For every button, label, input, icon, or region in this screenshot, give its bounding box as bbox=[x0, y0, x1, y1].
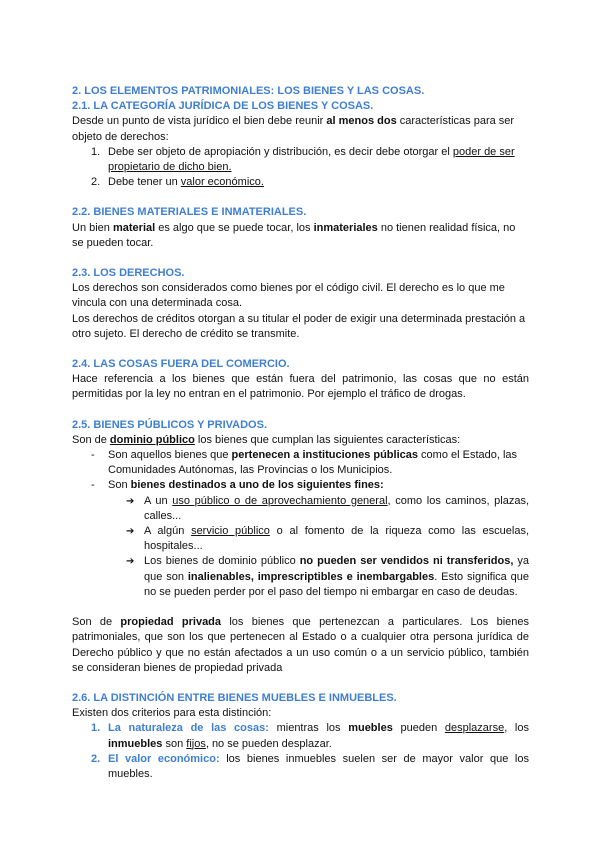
list-item: - Son aquellos bienes que pertenecen a instituciones públicas como el Estado, las Comunidades Autónomas, las Provincias o los Municipios. bbox=[91, 449, 518, 477]
arrow-icon: ➔ bbox=[126, 556, 135, 568]
list-item: 2. El valor económico: los bienes inmuebles suelen ser de mayor valor que los muebles. bbox=[91, 752, 529, 780]
section-2-6-intro: Existen dos criterios para esta distinción: bbox=[72, 707, 272, 720]
section-2-2-text: Un bien material es algo que se puede tocar, los inmateriales no tienen realidad física, no se pueden tocar. bbox=[72, 221, 516, 249]
section-2-3-p2: Los derechos de créditos otorgan a su titular el poder de exigir una determinada prestación a otro sujeto. El derecho de crédito se transmite. bbox=[72, 312, 526, 340]
section-2-1-list bbox=[72, 145, 529, 191]
list-item: 1. La naturaleza de las cosas: mientras los muebles pueden desplazarse, los inmuebles son fijos, no se pueden desplazar. bbox=[91, 722, 529, 750]
arrow-icon: ➔ bbox=[126, 495, 135, 507]
section-2-3-title: 2.3. LOS DERECHOS. bbox=[72, 267, 185, 280]
list-item: - Son bienes destinados a uno de los siguientes fines: bbox=[91, 479, 384, 492]
section-2-2-title: 2.2. BIENES MATERIALES E INMATERIALES. bbox=[72, 206, 307, 219]
section-2-4-title: 2.4. LAS COSAS FUERA DEL COMERCIO. bbox=[72, 358, 290, 371]
section-2-4-p1: Hace referencia a los bienes que están fuera del patrimonio, las cosas que no están permitidas por la ley no entran en el patrimonio. Por ejemplo el tráfico de drogas. bbox=[72, 373, 529, 401]
section-2-5-title: 2.5. BIENES PÚBLICOS Y PRIVADOS. bbox=[72, 418, 267, 431]
section-2-3-p1: Los derechos son considerados como bienes por el código civil. El derecho es lo que me vincula con una determinada cosa. bbox=[72, 282, 505, 310]
main-heading: 2. LOS ELEMENTOS PATRIMONIALES: LOS BIENES Y LAS COSAS. bbox=[72, 85, 425, 97]
list-item: ➔ A algún servicio público o al fomento de la riqueza como las escuelas, hospitales... bbox=[126, 525, 529, 553]
section-2-5-sublist bbox=[72, 494, 529, 600]
list-item: 2. Debe tener un valor económico. bbox=[91, 176, 264, 189]
section-2-6-list bbox=[72, 721, 529, 782]
list-item: ➔ A un uso público o de aprovechamiento general, como los caminos, plazas, calles... bbox=[126, 494, 529, 522]
arrow-icon: ➔ bbox=[126, 526, 135, 538]
section-2-5-private: Son de propiedad privada los bienes que pertenezcan a particulares. Los bienes patrimoniales, que son los que pertenecen al Estado o a cualquier otra persona jurídica de Derecho público y que no están afectados a un uso común o a un servicio público, también se consideran bienes de propiedad privada bbox=[72, 616, 530, 674]
section-2-1-title: 2.1. LA CATEGORÍA JURÍDICA DE LOS BIENES Y COSAS. bbox=[72, 100, 374, 113]
section-2-5-list bbox=[72, 448, 529, 494]
section-2-1-intro: Desde un punto de vista jurídico el bien debe reunir al menos dos características para ser objeto de derechos: bbox=[72, 115, 515, 143]
document-page bbox=[72, 84, 529, 782]
section-2-5-intro: Son de dominio público los bienes que cumplan las siguientes características: bbox=[72, 433, 461, 446]
section-2-6-title: 2.6. LA DISTINCIÓN ENTRE BIENES MUEBLES E INMUEBLES. bbox=[72, 691, 397, 704]
list-item: ➔ Los bienes de dominio público no pueden ser vendidos ni transferidos, ya que son inalienables, imprescriptibles e inembargables. Esto significa que no se pueden perder por el paso del tiempo ni embargar en caso de deudas. bbox=[126, 555, 529, 598]
list-item: 1. Debe ser objeto de apropiación y distribución, es decir debe otorgar el poder de ser propietario de dicho bien. bbox=[91, 145, 515, 174]
